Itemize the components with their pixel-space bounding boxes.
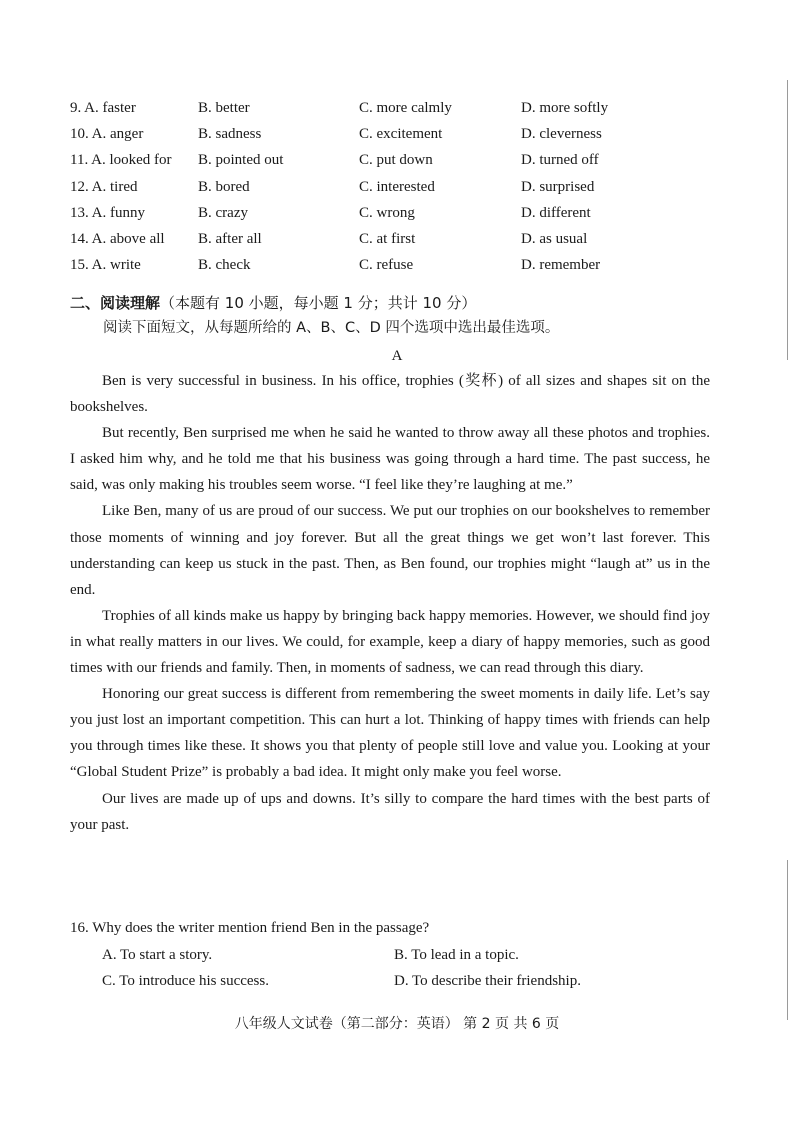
option-b: B. bored [198,178,250,195]
option-c: C. refuse [359,257,414,274]
option-row-15 [70,255,710,281]
option-a: 11. A. looked for [70,152,172,169]
question-stem: 16. Why does the writer mention friend Ben in the passage? [70,920,430,936]
option-row-13 [70,203,710,229]
passage-paragraph: Trophies of all kinds make us happy by bringing back happy memories. However, we should find joy in what really matters in our lives. We could, for example, keep a diary of happy memories, such as good times with our friends and family. Then, in moments of sadness, we can read through this diary. [70,607,710,677]
page-edge-line [787,80,788,360]
passage-paragraph: Like Ben, many of us are proud of our success. We put our trophies on our bookshelves to remember those moments of winning and joy forever. But all the great things we get won’t last forever. This understanding can keep us stuck in the past. Then, as Ben found, our trophies might “laugh at” us in the end. [70,503,710,598]
option-c: C. wrong [359,204,415,221]
option-c: C. interested [359,178,435,195]
question-option-d: D. To describe their friendship. [394,973,581,989]
passage-paragraph: But recently, Ben surprised me when he said he wanted to throw away all these photos and trophies. I asked him why, and he told me that his business was going through a hard time. The past success, he said, was only making his troubles seem worse. “I feel like they’re laughing at me.” [70,425,710,494]
section-note: （本题有 10 小题，每小题 1 分；共计 10 分） [160,294,477,312]
question-option-a: A. To start a story. [102,947,213,963]
option-b: B. pointed out [198,152,284,169]
option-c: C. excitement [359,126,443,143]
passage-paragraph: Honoring our great success is different from remembering the sweet moments in daily life. Let’s say you just lost an important competition. This can hurt a lot. Thinking of happy times with friends can help you through times like these. It shows you that plenty of people still love and value you. Looking at your “Global Student Prize” is probably a bad idea. It might only make you feel worse. [70,686,710,781]
option-c: C. at first [359,230,416,247]
option-b: B. better [198,100,250,116]
page-footer: 八年级人文试卷（第二部分：英语） 第 2 页 共 6 页 [234,1016,560,1032]
option-row-10 [70,124,710,150]
option-row-12 [70,177,710,203]
page-edge-line [787,860,788,1020]
question-option-b: B. To lead in a topic. [394,947,519,963]
option-c: C. more calmly [359,100,452,116]
option-d: D. cleverness [521,126,602,143]
question-option-c: C. To introduce his success. [102,973,269,989]
option-d: D. as usual [521,230,588,247]
passage-letter: A [391,348,403,364]
option-a: 15. A. write [70,257,141,274]
section-title: 二、阅读理解 [70,294,161,312]
option-a: 14. A. above all [70,230,165,247]
reading-passage [70,368,710,838]
option-row-11 [70,150,710,176]
option-row-9 [70,98,710,124]
option-a: 13. A. funny [70,204,145,221]
passage-paragraph: Our lives are made up of ups and downs. It’s silly to compare the hard times with the best parts of your past. [70,790,710,833]
option-d: D. remember [521,257,601,274]
option-a: 10. A. anger [70,126,144,143]
option-d: D. different [521,204,591,221]
option-d: D. more softly [521,100,609,116]
cloze-options [70,98,710,281]
section-instruction: 阅读下面短文，从每题所给的 A、B、C、D 四个选项中选出最佳选项。 [103,320,560,336]
option-a: 12. A. tired [70,178,138,195]
option-d: D. surprised [521,178,595,195]
section-heading [70,293,476,313]
option-b: B. crazy [198,204,248,221]
option-d: D. turned off [521,152,599,169]
option-b: B. check [198,257,251,274]
option-b: B. after all [198,230,262,247]
passage-paragraph: Ben is very successful in business. In his office, trophies (奖杯) of all sizes and shapes sit on the bookshelves. [70,373,710,416]
option-b: B. sadness [198,126,262,143]
option-row-14 [70,229,710,255]
option-c: C. put down [359,152,433,169]
option-a: 9. A. faster [70,100,136,116]
